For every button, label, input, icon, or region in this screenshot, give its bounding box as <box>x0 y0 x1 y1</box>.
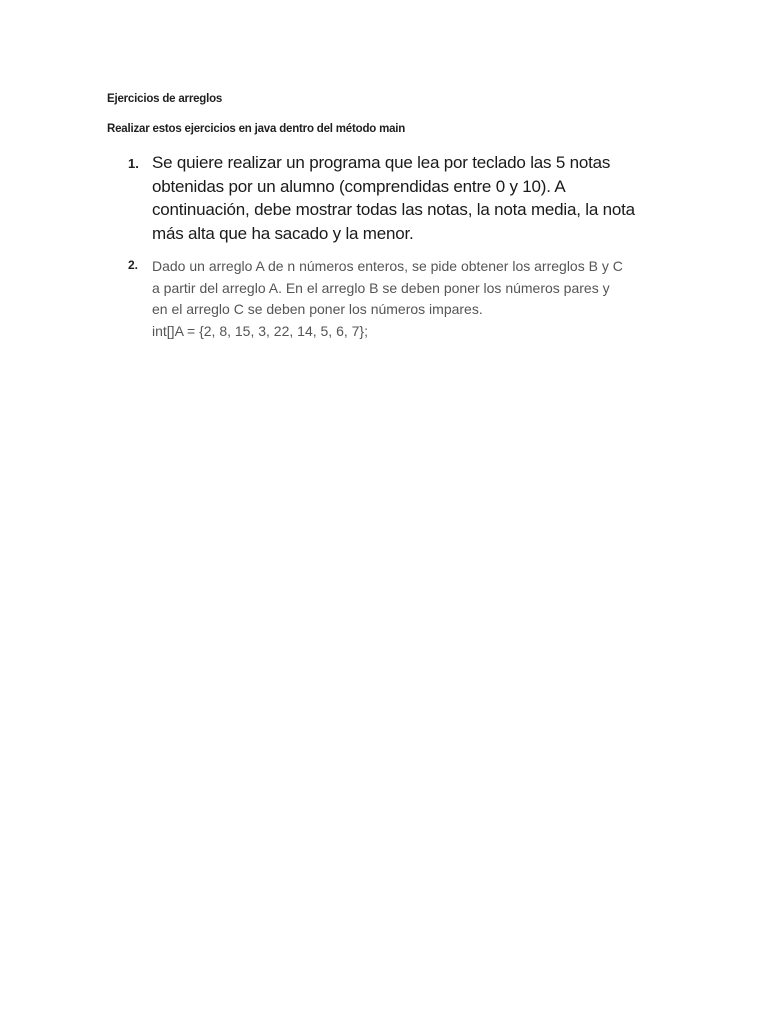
exercise-line: en el arreglo C se deben poner los números impares. <box>152 301 483 317</box>
exercise-number: 2. <box>128 258 139 272</box>
exercise-line: Se quiere realizar un programa que lea por teclado las 5 notas <box>152 153 611 172</box>
exercise-line: obtenidas por un alumno (comprendidas entre 0 y 10). A <box>152 176 566 196</box>
exercise-text <box>152 256 662 342</box>
exercise-line: continuación, debe mostrar todas las notas, la nota media, la nota <box>152 200 635 219</box>
exercise-line: Dado un arreglo A de n números enteros, se pide obtener los arreglos B y C <box>152 258 623 274</box>
code-line: int[]A = {2, 8, 15, 3, 22, 14, 5, 6, 7}; <box>152 322 368 339</box>
document-subtitle: Realizar estos ejercicios en java dentro del método main <box>107 123 406 135</box>
exercise-line: a partir del arreglo A. En el arreglo B se deben poner los números pares y <box>152 279 610 296</box>
document-title: Ejercicios de arreglos <box>107 93 223 105</box>
exercise-line: más alta que ha sacado y la menor. <box>152 223 414 243</box>
exercise-text <box>152 151 662 245</box>
exercise-number: 1. <box>128 156 139 171</box>
